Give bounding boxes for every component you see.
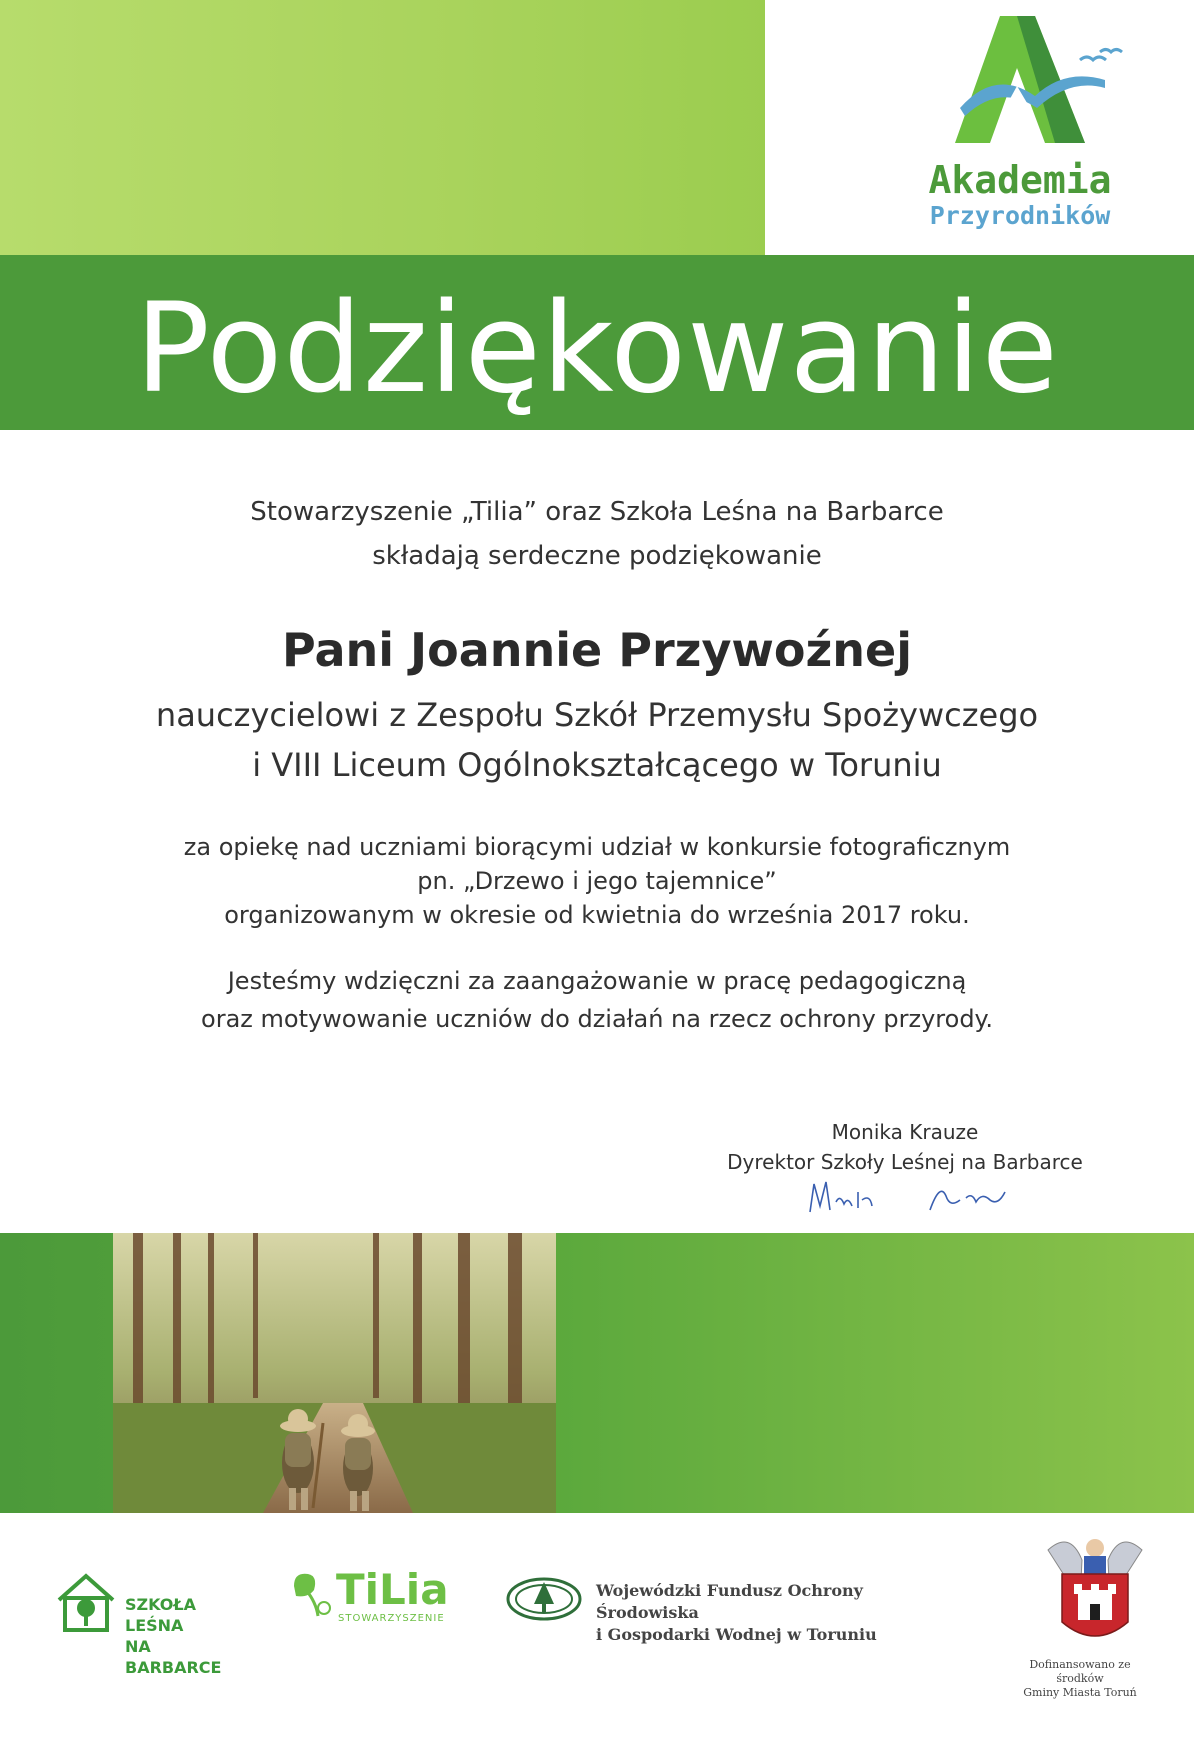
logo-title: Akademia [928,158,1112,202]
signer-title: Dyrektor Szkoły Leśnej na Barbarce [727,1150,1083,1174]
tilia-name: TiLia [336,1565,449,1614]
funding-line-1: Dofinansowano ze środków [1029,1658,1131,1685]
intro-line-2: składają serdeczne podziękowanie [372,541,822,571]
footer-logos [0,1530,1194,1737]
thanks-line-1: Jesteśmy wdzięczni za zaangażowanie w pracę pedagogiczną [227,967,967,995]
akademia-przyrodnikow-logo [905,8,1135,238]
top-green-band [0,0,765,255]
forest-children-photo [113,1233,556,1513]
school-logo-line-1: SZKOŁA LEŚNA [125,1595,197,1635]
akademia-logo-icon [905,8,1135,158]
reason-text [0,830,1194,932]
role-line-1: nauczycielowi z Zespołu Szkół Przemysłu Spożywczego [155,696,1039,734]
reason-line-2: pn. „Drzewo i jego tajemnice” [417,867,777,895]
wfosigw-line-1: Wojewódzki Fundusz Ochrony Środowiska [596,1581,863,1622]
wfosigw-logo [506,1574,966,1644]
intro-text [0,490,1194,578]
handwritten-signature [800,1172,1020,1222]
logo-subtitle: Przyrodników [929,201,1111,230]
school-logo-line-2: NA BARBARCE [125,1637,222,1677]
reason-line-1: za opiekę nad uczniami biorącymi udział w konkursie fotograficznym [183,833,1011,861]
tilia-logo [288,1565,458,1638]
role-line-2: i VIII Liceum Ogólnokształcącego w Toruniu [252,746,942,784]
thanks-line-2: oraz motywowanie uczniów do działań na rzecz ochrony przyrody. [201,1005,993,1033]
recipient-role [0,690,1194,790]
torun-coat-of-arms-icon [1040,1530,1150,1655]
funding-caption [1010,1658,1150,1700]
funding-line-2: Gminy Miasta Toruń [1023,1686,1137,1699]
wfosigw-line-2: i Gospodarki Wodnej w Toruniu [596,1625,877,1644]
szkola-lesna-logo [55,1572,235,1677]
linden-leaf-icon [288,1568,336,1620]
wfosigw-emblem-icon [506,1574,586,1624]
recipient-name: Pani Joannie Przywoźnej [281,623,913,677]
thanks-text [0,962,1194,1038]
page-title: Podziękowanie [135,277,1059,421]
tilia-subtitle: STOWARZYSZENIE [338,1613,445,1624]
house-tree-icon [55,1572,117,1632]
reason-line-3: organizowanym w okresie od kwietnia do września 2017 roku. [224,901,970,929]
intro-line-1: Stowarzyszenie „Tilia” oraz Szkoła Leśna na Barbarce [250,497,944,527]
signer-name: Monika Krauze [831,1120,979,1144]
title-band [0,255,1194,430]
